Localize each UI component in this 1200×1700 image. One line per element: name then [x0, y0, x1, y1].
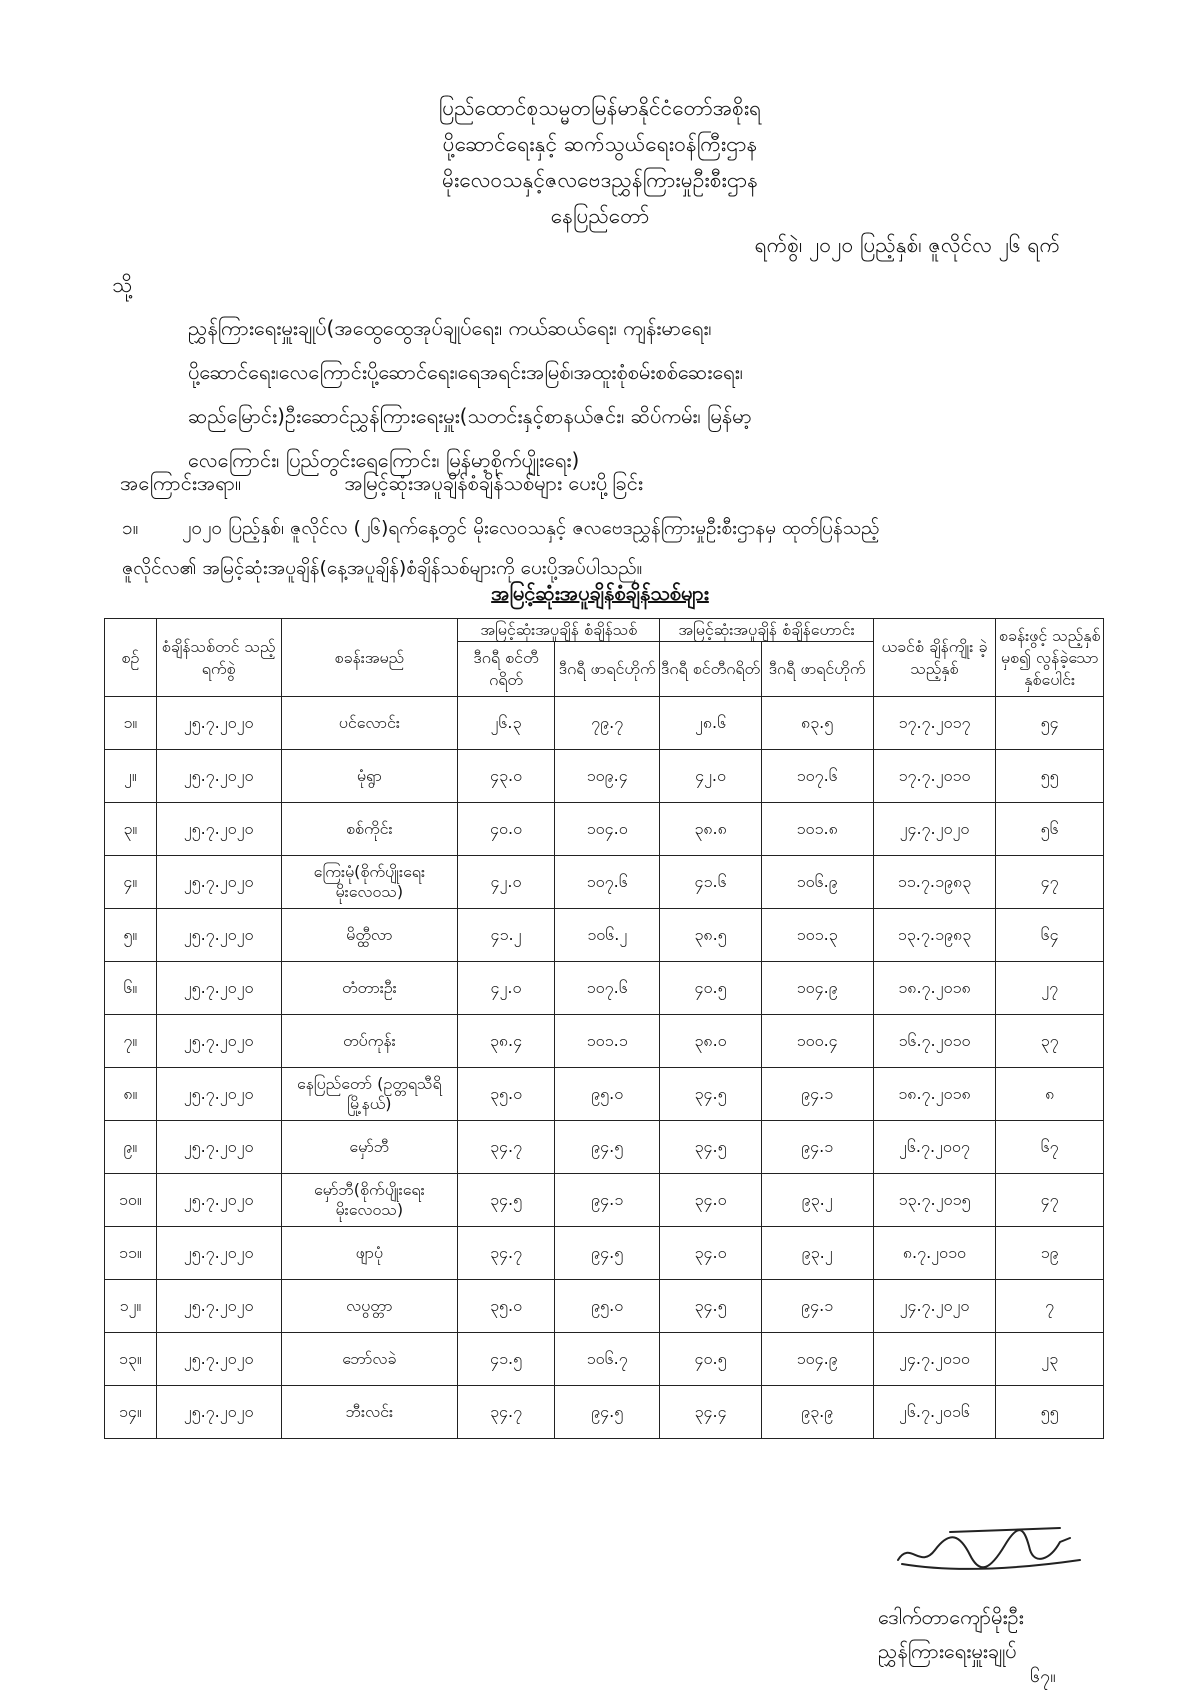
- signer-name: ဒေါက်တာကျော်မိုးဦး: [878, 1605, 1024, 1629]
- header-fahrenheit: ဒီဂရီ ဖာရင်ဟိုက်: [761, 642, 873, 697]
- cell-date: ၂၅.၇.၂၀၂၀: [156, 697, 281, 750]
- cell-new-f: ၇၉.၇: [554, 697, 659, 750]
- cell-years: ၅၅: [996, 1386, 1104, 1439]
- cell-old-f: ၉၃.၂: [761, 1227, 873, 1280]
- recipient-line: ပို့ဆောင်ရေး၊လေကြောင်းပို့ဆောင်ရေး၊ရေအရင်းအမြစ်၊အထူးစုံစမ်းစစ်ဆေးရေး၊: [188, 360, 743, 384]
- signature: [890, 1520, 1090, 1580]
- cell-serial: ၇။: [105, 1015, 157, 1068]
- header-old-record: အမြင့်ဆုံးအပူချိန် စံချိန်ဟောင်း: [660, 619, 873, 642]
- cell-old-f: ၁၀၁.၃: [761, 909, 873, 962]
- cell-years: ၂၇: [996, 962, 1104, 1015]
- table-row: [105, 909, 1104, 962]
- cell-old-date: ၁၃.၇.၁၉၈၃: [873, 909, 996, 962]
- cell-old-c: ၃၄.၅: [660, 1280, 761, 1333]
- cell-new-f: ၁၀၆.၇: [554, 1333, 659, 1386]
- cell-date: ၂၅.၇.၂၀၂၀: [156, 750, 281, 803]
- cell-old-c: ၃၄.၀: [660, 1174, 761, 1227]
- header-serial: စဉ်: [105, 619, 157, 697]
- cell-new-c: ၄၂.၀: [458, 962, 555, 1015]
- to-label: သို့: [112, 273, 133, 297]
- table-row: [105, 750, 1104, 803]
- cell-date: ၂၅.၇.၂၀၂၀: [156, 909, 281, 962]
- cell-years: ၅၆: [996, 803, 1104, 856]
- cell-date: ၂၅.၇.၂၀၂၀: [156, 1174, 281, 1227]
- cell-station: ဘီးလင်း: [281, 1386, 458, 1439]
- recipient-line: ဆည်မြောင်း)ဦးဆောင်ညွှန်ကြားရေးမှူး(သတင်းနှင့်စာနယ်ဇင်း၊ ဆိပ်ကမ်း၊ မြန်မာ့: [188, 404, 752, 428]
- cell-years: ၄၇: [996, 1174, 1104, 1227]
- cell-old-c: ၄၀.၅: [660, 962, 761, 1015]
- cell-station: တံတားဦး: [281, 962, 458, 1015]
- cell-old-f: ၁၀၁.၈: [761, 803, 873, 856]
- cell-serial: ၁၂။: [105, 1280, 157, 1333]
- table-title-text: အမြင့်ဆုံးအပူချိန်စံချိန်သစ်များ: [491, 581, 709, 605]
- table-row: [105, 697, 1104, 750]
- cell-old-f: ၈၃.၅: [761, 697, 873, 750]
- table-row: [105, 1280, 1104, 1333]
- header-years: စခန်းဖွင့် သည့်နှစ်မှစ၍ လွန်ခဲ့သော နှစ်ပေါင်း: [996, 619, 1104, 697]
- cell-new-c: ၃၄.၅: [458, 1174, 555, 1227]
- cell-station: မှော်ဘီ(စိုက်ပျိုးရေး မိုးလေဝသ): [281, 1174, 458, 1227]
- cell-new-f: ၁၀၆.၂: [554, 909, 659, 962]
- records-table: [104, 618, 1104, 1439]
- cell-new-f: ၉၅.၀: [554, 1068, 659, 1121]
- cell-date: ၂၅.၇.၂၀၂၀: [156, 1121, 281, 1174]
- cell-date: ၂၅.၇.၂၀၂၀: [156, 856, 281, 909]
- cell-old-c: ၃၈.၀: [660, 1015, 761, 1068]
- cell-old-f: ၁၀၇.၆: [761, 750, 873, 803]
- cell-new-f: ၁၀၇.၆: [554, 856, 659, 909]
- cell-old-c: ၃၈.၅: [660, 909, 761, 962]
- cell-new-f: ၁၀၇.၆: [554, 962, 659, 1015]
- cell-old-date: ၁၁.၇.၁၉၈၃: [873, 856, 996, 909]
- cell-old-f: ၉၄.၁: [761, 1121, 873, 1174]
- cell-serial: ၄။: [105, 856, 157, 909]
- recipient-line: ညွှန်ကြားရေးမှူးချုပ်(အထွေထွေအုပ်ချုပ်ရေး၊ ကယ်ဆယ်ရေး၊ ကျန်းမာရေး၊: [188, 316, 712, 340]
- cell-years: ၇: [996, 1280, 1104, 1333]
- cell-serial: ၁။: [105, 697, 157, 750]
- letterhead: [0, 90, 1200, 234]
- cell-date: ၂၅.၇.၂၀၂၀: [156, 1015, 281, 1068]
- signature-stroke: [898, 1528, 1080, 1569]
- cell-years: ၁၉: [996, 1227, 1104, 1280]
- cell-new-c: ၄၀.၀: [458, 803, 555, 856]
- cell-station: ဘော်လခဲ: [281, 1333, 458, 1386]
- cell-old-c: ၃၄.၅: [660, 1121, 761, 1174]
- table-row: [105, 803, 1104, 856]
- cell-new-c: ၄၃.၀: [458, 750, 555, 803]
- cell-serial: ၈။: [105, 1068, 157, 1121]
- cell-years: ၃၇: [996, 1015, 1104, 1068]
- cell-old-c: ၄၀.၅: [660, 1333, 761, 1386]
- cell-serial: ၁၁။: [105, 1227, 157, 1280]
- table-row: [105, 1015, 1104, 1068]
- table-row: [105, 1333, 1104, 1386]
- cell-new-f: ၁၀၉.၄: [554, 750, 659, 803]
- cell-station: ပင်လောင်း: [281, 697, 458, 750]
- department-name: မိုးလေဝသနှင့်ဇလဗေဒညွှန်ကြားမှုဦးစီးဌာန: [441, 168, 759, 192]
- cell-old-f: ၉၄.၁: [761, 1280, 873, 1333]
- cell-station: တပ်ကုန်း: [281, 1015, 458, 1068]
- cell-old-date: ၁၈.၇.၂၀၁၈: [873, 1068, 996, 1121]
- cell-new-f: ၁၀၁.၁: [554, 1015, 659, 1068]
- cell-old-f: ၁၀၀.၄: [761, 1015, 873, 1068]
- subject-line: [120, 470, 643, 500]
- cell-date: ၂၅.၇.၂၀၂၀: [156, 1068, 281, 1121]
- cell-station: စစ်ကိုင်း: [281, 803, 458, 856]
- cell-years: ၂၃: [996, 1333, 1104, 1386]
- cell-years: ၄၇: [996, 856, 1104, 909]
- cell-date: ၂၅.၇.၂၀၂၀: [156, 1227, 281, 1280]
- recipients-block: [188, 306, 1068, 482]
- table-row: [105, 856, 1104, 909]
- cell-old-f: ၁၀၄.၉: [761, 962, 873, 1015]
- letter-date: ရက်စွဲ၊ ၂၀၂၀ ပြည့်နှစ်၊ ဇူလိုင်လ ၂၆ ရက်: [754, 233, 1060, 257]
- cell-old-c: ၃၄.၀: [660, 1227, 761, 1280]
- cell-years: ၈: [996, 1068, 1104, 1121]
- table-row: [105, 962, 1104, 1015]
- cell-old-f: ၉၃.၂: [761, 1174, 873, 1227]
- cell-serial: ၁၀။: [105, 1174, 157, 1227]
- cell-serial: ၆။: [105, 962, 157, 1015]
- header-fahrenheit: ဒီဂရီ ဖာရင်ဟိုက်: [554, 642, 659, 697]
- table-title: [0, 580, 1200, 610]
- cell-new-c: ၃၄.၇: [458, 1121, 555, 1174]
- cell-new-c: ၃၈.၄: [458, 1015, 555, 1068]
- cell-old-date: ၂၄.၇.၂၀၂၀: [873, 803, 996, 856]
- cell-old-f: ၁၀၆.၉: [761, 856, 873, 909]
- cell-station: မိတ္ထီလာ: [281, 909, 458, 962]
- cell-old-date: ၁၈.၇.၂၀၁၈: [873, 962, 996, 1015]
- cell-old-date: ၁၃.၇.၂၀၁၅: [873, 1174, 996, 1227]
- table-row: [105, 1386, 1104, 1439]
- cell-station: လပွတ္တာ: [281, 1280, 458, 1333]
- cell-old-date: ၂၆.၇.၂၀၁၆: [873, 1386, 996, 1439]
- subject-text: အမြင့်ဆုံးအပူချိန်စံချိန်သစ်များ ပေးပို့ခြင်း: [344, 471, 643, 495]
- cell-old-date: ၂၆.၇.၂၀၀၇: [873, 1121, 996, 1174]
- cell-new-f: ၁၀၄.၀: [554, 803, 659, 856]
- cell-years: ၆၄: [996, 909, 1104, 962]
- cell-new-c: ၄၁.၅: [458, 1333, 555, 1386]
- cell-new-f: ၉၄.၁: [554, 1174, 659, 1227]
- signer-block: [878, 1600, 1024, 1668]
- cell-old-c: ၂၈.၆: [660, 697, 761, 750]
- cell-new-c: ၃၅.၀: [458, 1068, 555, 1121]
- government-name: ပြည်ထောင်စုသမ္မတမြန်မာနိုင်ငံတော်အစိုးရ: [438, 96, 762, 120]
- cell-old-date: ၂၄.၇.၂၀၁၀: [873, 1333, 996, 1386]
- cell-new-c: ၃၄.၇: [458, 1227, 555, 1280]
- paragraph-number: ၁။: [122, 517, 139, 539]
- cell-new-c: ၄၂.၀: [458, 856, 555, 909]
- cell-serial: ၁၄။: [105, 1386, 157, 1439]
- ministry-name: ပို့ဆောင်ရေးနှင့် ဆက်သွယ်ရေးဝန်ကြီးဌာန: [442, 132, 758, 156]
- cell-old-date: ၂၄.၇.၂၀၂၀: [873, 1280, 996, 1333]
- paragraph-line: ၂၀၂၀ ပြည့်နှစ်၊ ဇူလိုင်လ (၂၆)ရက်နေ့တွင် မိုးလေဝသနှင့် ဇလဗေဒညွှန်ကြားမှုဦးစီးဌာနမှ ထုတ်ပြန်သည့်: [182, 517, 880, 539]
- recipient-line: လေကြောင်း၊ ပြည်တွင်းရေကြောင်း၊ မြန်မာ့စိုက်ပျိုးရေး): [188, 448, 580, 472]
- footer-mark: ၆၇။: [1030, 1666, 1056, 1687]
- header-celsius: ဒီဂရီ စင်တီဂရိတ်: [660, 642, 761, 697]
- cell-old-date: ၈.၇.၂၀၁၀: [873, 1227, 996, 1280]
- body-paragraph: [122, 508, 1082, 588]
- cell-serial: ၅။: [105, 909, 157, 962]
- cell-old-f: ၉၄.၁: [761, 1068, 873, 1121]
- table-row: [105, 1068, 1104, 1121]
- cell-station: မုံရွာ: [281, 750, 458, 803]
- cell-serial: ၃။: [105, 803, 157, 856]
- cell-years: ၆၇: [996, 1121, 1104, 1174]
- subject-label: အကြောင်းအရာ။: [120, 471, 242, 495]
- cell-new-c: ၂၆.၃: [458, 697, 555, 750]
- cell-station: ကြေးမုံ(စိုက်ပျိုးရေး မိုးလေဝသ): [281, 856, 458, 909]
- cell-new-f: ၉၄.၅: [554, 1121, 659, 1174]
- cell-old-c: ၃၄.၅: [660, 1068, 761, 1121]
- paragraph-line: ဇူလိုင်လ၏ အမြင့်ဆုံးအပူချိန်(နေ့အပူချိန်)စံချိန်သစ်များကို ပေးပို့အပ်ပါသည်။: [122, 557, 643, 579]
- cell-date: ၂၅.၇.၂၀၂၀: [156, 962, 281, 1015]
- signer-title: ညွှန်ကြားရေးမှူးချုပ်: [878, 1639, 1017, 1663]
- cell-station: နေပြည်တော် (ဥတ္တရသီရိမြို့နယ်): [281, 1068, 458, 1121]
- cell-date: ၂၅.၇.၂၀၂၀: [156, 1280, 281, 1333]
- cell-new-c: ၃၄.၇: [458, 1386, 555, 1439]
- cell-old-date: ၁၇.၇.၂၀၁၀: [873, 750, 996, 803]
- header-new-record: အမြင့်ဆုံးအပူချိန် စံချိန်သစ်: [458, 619, 660, 642]
- cell-new-c: ၄၁.၂: [458, 909, 555, 962]
- cell-station: ဖျာပုံ: [281, 1227, 458, 1280]
- cell-date: ၂၅.၇.၂၀၂၀: [156, 803, 281, 856]
- cell-old-c: ၃၈.၈: [660, 803, 761, 856]
- cell-old-date: ၁၆.၇.၂၀၁၀: [873, 1015, 996, 1068]
- cell-serial: ၁၃။: [105, 1333, 157, 1386]
- cell-date: ၂၅.၇.၂၀၂၀: [156, 1386, 281, 1439]
- cell-old-c: ၃၄.၄: [660, 1386, 761, 1439]
- cell-old-c: ၄၂.၀: [660, 750, 761, 803]
- cell-serial: ၉။: [105, 1121, 157, 1174]
- cell-old-f: ၁၀၄.၉: [761, 1333, 873, 1386]
- table-row: [105, 1174, 1104, 1227]
- cell-old-date: ၁၇.၇.၂၀၁၇: [873, 697, 996, 750]
- location-name: နေပြည်တော်: [550, 204, 650, 228]
- cell-years: ၅၅: [996, 750, 1104, 803]
- cell-old-f: ၉၃.၉: [761, 1386, 873, 1439]
- header-old-date: ယခင်စံ ချိန်ကျိုး ခဲ့သည့်နှစ်: [873, 619, 996, 697]
- cell-date: ၂၅.၇.၂၀၂၀: [156, 1333, 281, 1386]
- cell-years: ၅၄: [996, 697, 1104, 750]
- cell-new-c: ၃၅.၀: [458, 1280, 555, 1333]
- cell-new-f: ၉၄.၅: [554, 1386, 659, 1439]
- cell-new-f: ၉၅.၀: [554, 1280, 659, 1333]
- cell-serial: ၂။: [105, 750, 157, 803]
- cell-new-f: ၉၄.၅: [554, 1227, 659, 1280]
- header-station: စခန်းအမည်: [281, 619, 458, 697]
- header-record-date: စံချိန်သစ်တင် သည့်ရက်စွဲ: [156, 619, 281, 697]
- cell-station: မှော်ဘီ: [281, 1121, 458, 1174]
- table-row: [105, 1227, 1104, 1280]
- cell-old-c: ၄၁.၆: [660, 856, 761, 909]
- header-celsius: ဒီဂရီ စင်တီဂရိတ်: [458, 642, 555, 697]
- table-row: [105, 1121, 1104, 1174]
